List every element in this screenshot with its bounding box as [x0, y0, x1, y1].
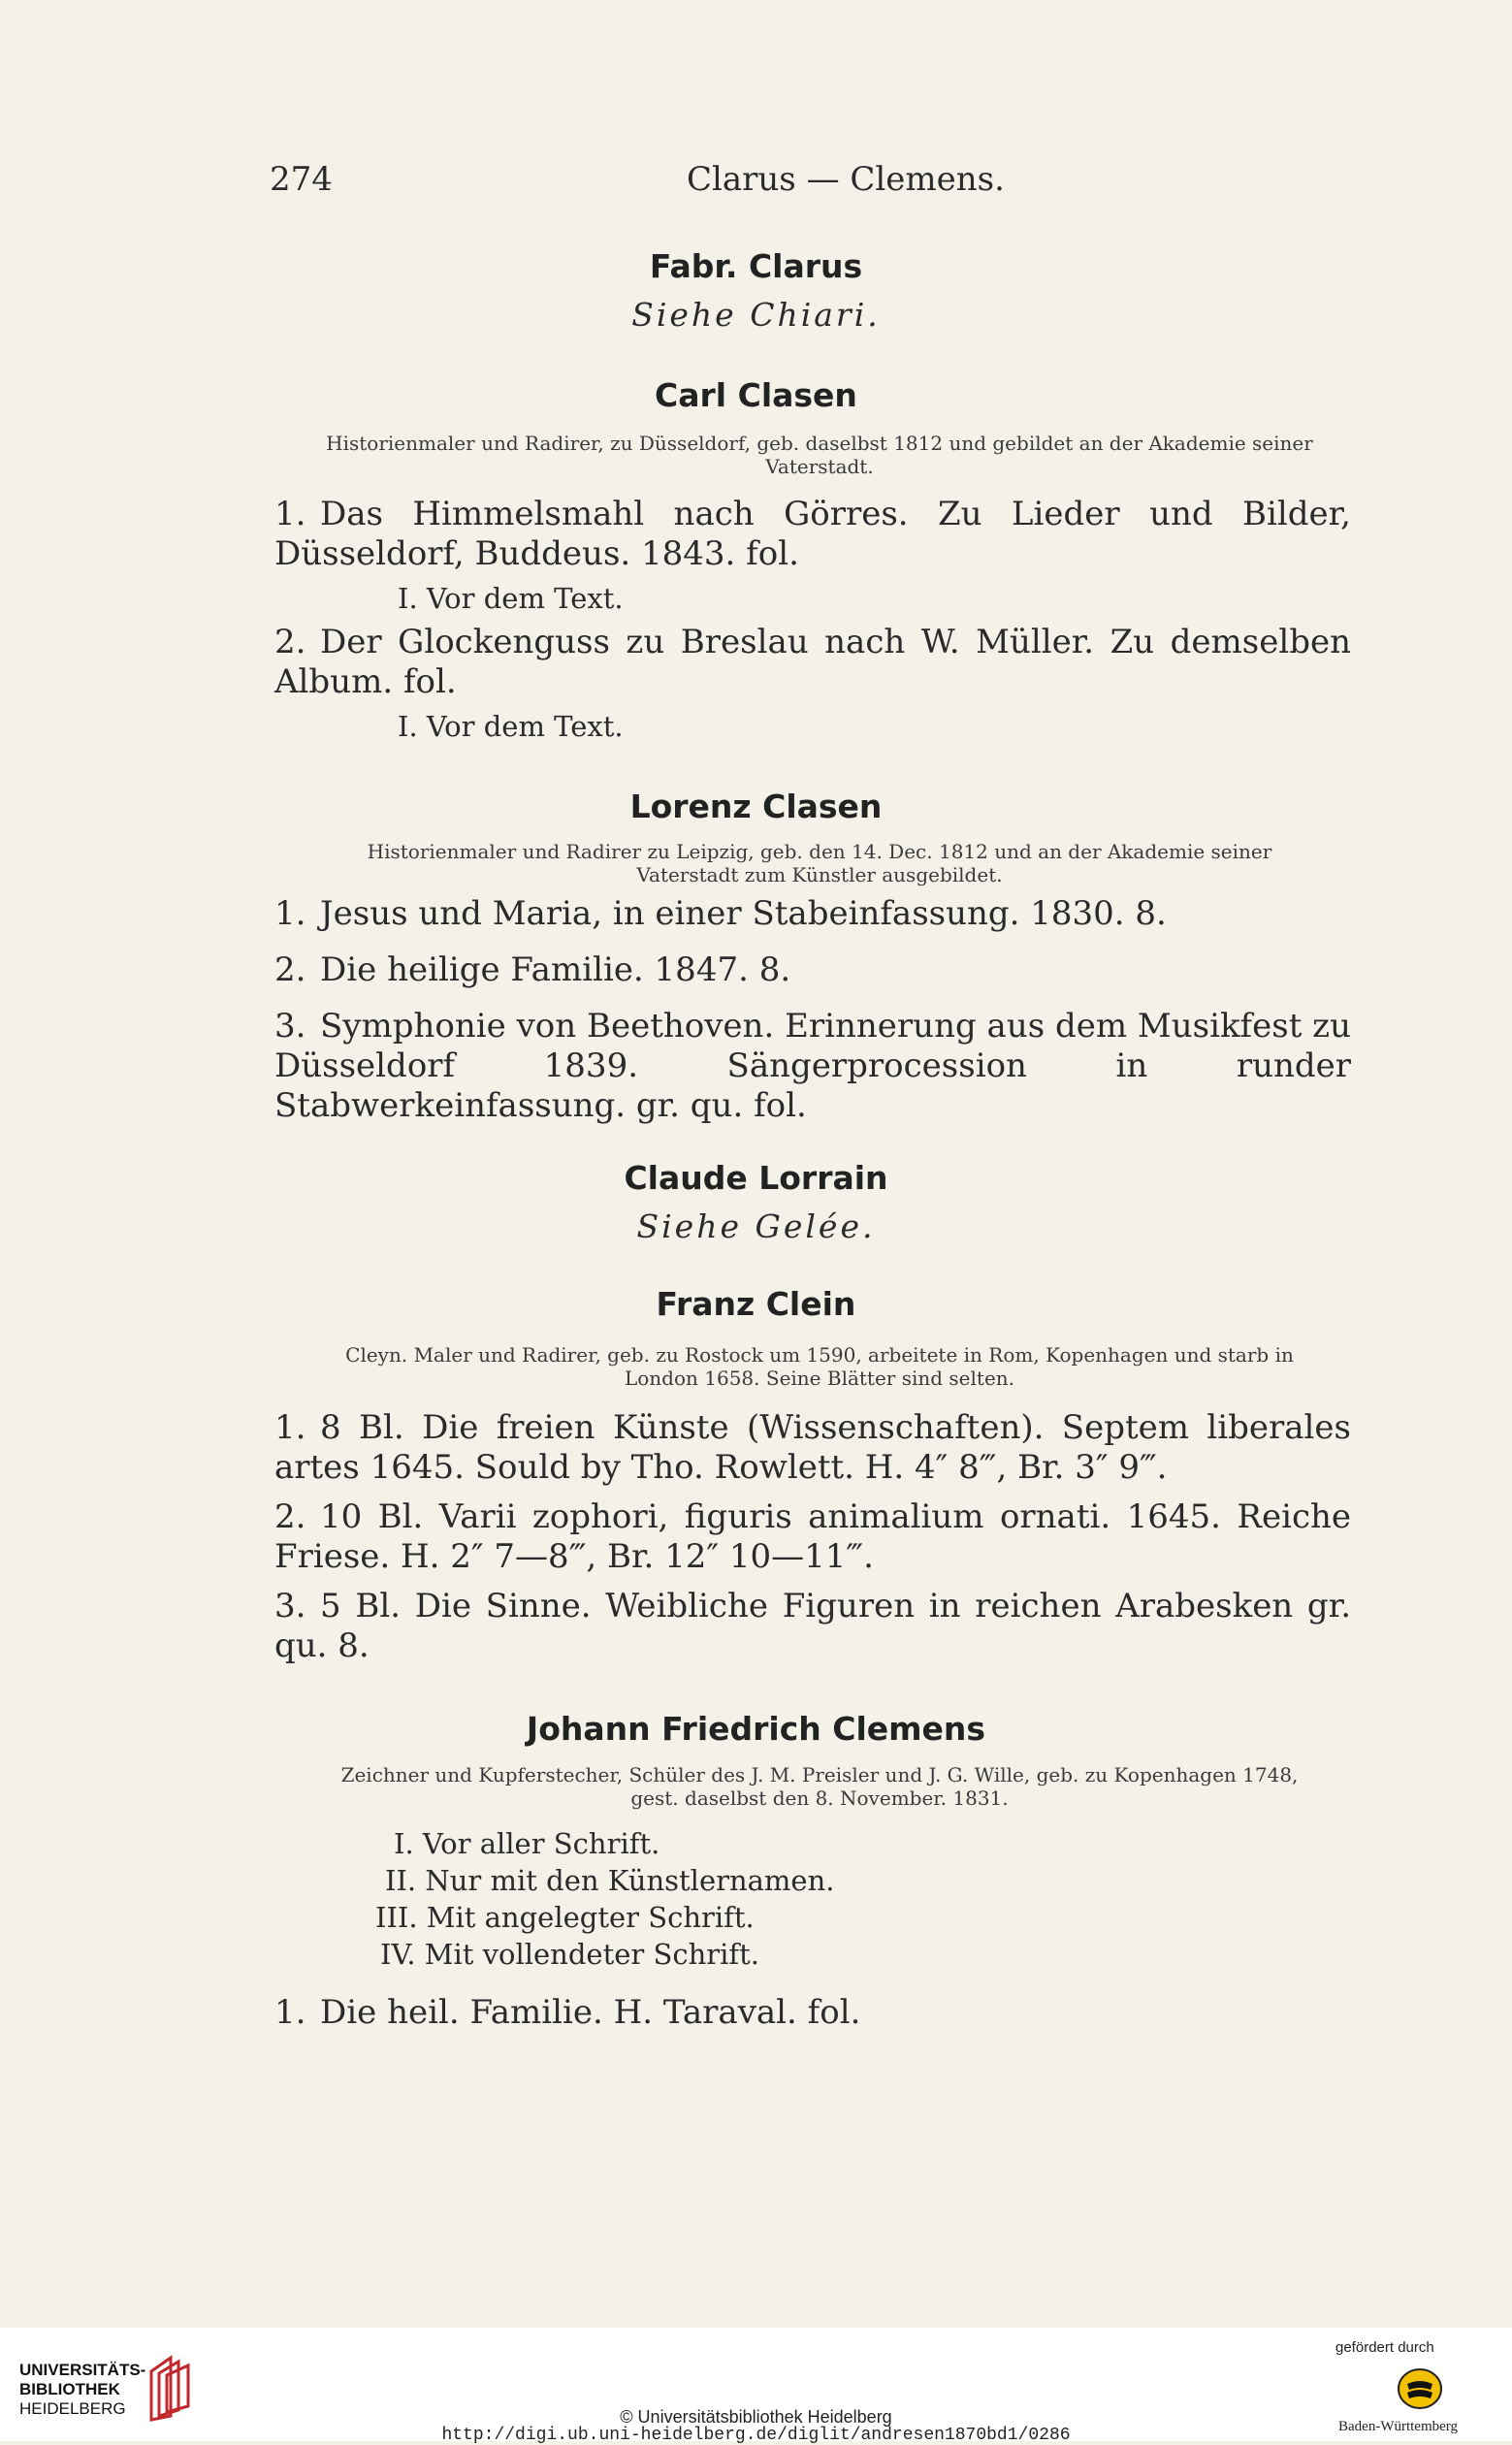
sponsor-name: Baden-Württemberg [1338, 2419, 1459, 2434]
item-text: Die heil. Familie. H. Taraval. fol. [320, 1993, 861, 2032]
catalogue-item [274, 950, 1351, 990]
library-name-line: HEIDELBERG [19, 2399, 126, 2418]
item-text: Jesus und Maria, in einer Stabeinfassung. 1830. 8. [320, 894, 1167, 933]
state-list-item: IV. Mit vollendeter Schrift. [380, 1938, 759, 1971]
state-crest-icon [1396, 2365, 1444, 2413]
library-name-line: BIBLIOTHEK [19, 2380, 120, 2398]
item-text: 5 Bl. Die Sinne. Weibliche Figuren in reichen Arabesken gr. qu. 8. [274, 1587, 1351, 1665]
item-number: 2. [274, 1497, 306, 1536]
copyright-notice: © Universitätsbibliothek Heidelberg [620, 2407, 892, 2427]
state-note: I. Vor dem Text. [398, 582, 624, 615]
cross-reference: Siehe Chiari. [631, 296, 881, 334]
catalogue-item [274, 623, 1351, 702]
biography: Historienmaler und Radirer zu Leipzig, geb. den 14. Dec. 1812 und an der Akademie seiner Vaterstadt zum Künstler ausgebildet. [367, 840, 1272, 886]
running-title: Clarus — Clemens. [687, 160, 1005, 199]
item-number: 2. [274, 950, 306, 989]
catalogue-item [274, 894, 1351, 934]
catalogue-item [274, 1497, 1351, 1577]
item-text: Der Glockenguss zu Breslau nach W. Müller. Zu demselben Album. fol. [274, 623, 1351, 701]
catalogue-item [274, 1007, 1351, 1126]
item-number: 1. [274, 1993, 306, 2032]
library-name-line: UNIVERSITÄTS- [19, 2361, 146, 2379]
catalogue-item [274, 1408, 1351, 1488]
item-text: Das Himmelsmahl nach Görres. Zu Lieder und Bilder, Düsseldorf, Buddeus. 1843. fol. [274, 495, 1351, 573]
entry-heading-claude-lorrain: Claude Lorrain [624, 1159, 888, 1197]
item-number: 1. [274, 894, 306, 933]
item-number: 3. [274, 1587, 306, 1625]
sponsor-label: gefördert durch [1335, 2339, 1434, 2356]
state-note: I. Vor dem Text. [398, 710, 624, 743]
item-text: 8 Bl. Die freien Künste (Wissenschaften). Septem liberales artes 1645. Sould by Tho. Rowlett. H. 4″ 8‴, Br. 3″ 9‴. [274, 1408, 1351, 1487]
catalogue-item [274, 495, 1351, 574]
entry-heading-lorenz-clasen: Lorenz Clasen [629, 788, 883, 825]
state-list-item: I. Vor aller Schrift. [394, 1827, 660, 1860]
state-list-item: II. Nur mit den Künstlernamen. [385, 1864, 835, 1897]
item-text: Symphonie von Beethoven. Erinnerung aus dem Musikfest zu Düsseldorf 1839. Sängerprocession in runder Stabwerkeinfassung. gr. qu. fol. [274, 1007, 1351, 1125]
catalogue-item [274, 1993, 1351, 2033]
biography: Historienmaler und Radirer, zu Düsseldorf, geb. daselbst 1812 und gebildet an der Akademie seiner Vaterstadt. [326, 432, 1313, 478]
entry-heading-franz-clein: Franz Clein [656, 1285, 856, 1323]
biography: Cleyn. Maler und Radirer, geb. zu Rostock um 1590, arbeitete in Rom, Kopenhagen und starb in London 1658. Seine Blätter sind selten. [345, 1343, 1294, 1390]
entry-heading-carl-clasen: Carl Clasen [655, 376, 857, 414]
state-list-item: III. Mit angelegter Schrift. [375, 1901, 755, 1934]
permalink-url[interactable]: http://digi.ub.uni-heidelberg.de/diglit/andresen1870bd1/0286 [441, 2426, 1071, 2445]
page-number: 274 [270, 160, 333, 199]
item-text: Die heilige Familie. 1847. 8. [320, 950, 791, 989]
entry-heading-fabr-clarus: Fabr. Clarus [649, 247, 863, 285]
biography: Zeichner und Kupferstecher, Schüler des J. M. Preisler und J. G. Wille, geb. zu Kopenhagen 1748, gest. daselbst den 8. November. 1831. [340, 1763, 1299, 1810]
catalogue-item [274, 1587, 1351, 1666]
item-number: 1. [274, 1408, 306, 1447]
item-number: 1. [274, 495, 306, 533]
item-number: 3. [274, 1007, 306, 1046]
item-number: 2. [274, 623, 306, 661]
entry-heading-johann-friedrich-clemens: Johann Friedrich Clemens [526, 1710, 986, 1748]
item-text: 10 Bl. Varii zophori, figuris animalium ornati. 1645. Reiche Friese. H. 2″ 7—8‴, Br. 12″ 10—11‴. [274, 1497, 1351, 1576]
cross-reference: Siehe Gelée. [636, 1207, 876, 1245]
